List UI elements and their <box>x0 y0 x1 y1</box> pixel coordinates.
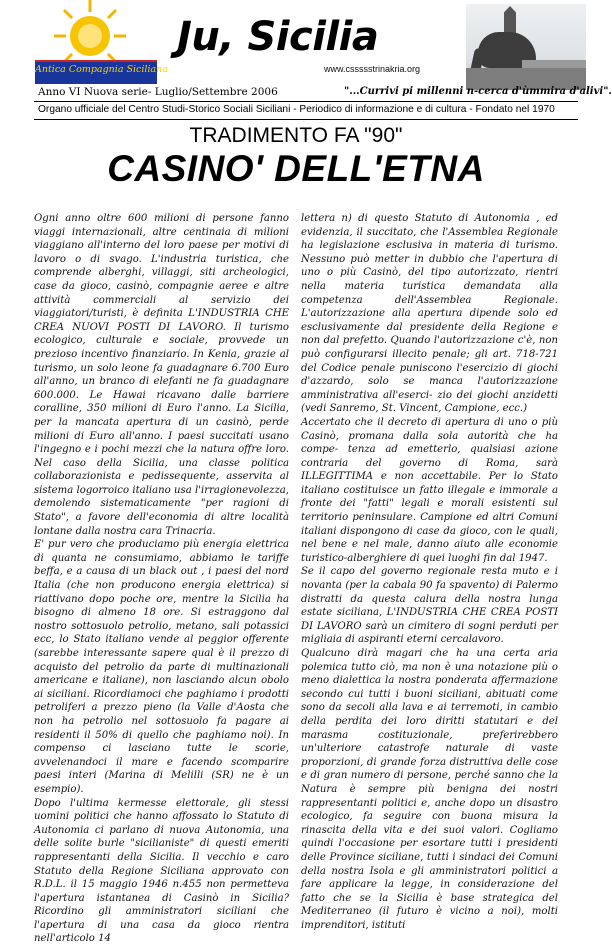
paragraph: lettera n) di questo Statuto di Autonomia , ed evidenzia, il succitato, che l'Assemblea Regionale ha legislazione esclusiva in materia di turismo. Nessuno può metter in dubbio che l'apertura di uno o più Casinò, del tipo autorizzato, rientri nella materia turistica demandata alla competenza dell'Assemblea Regionale. L'autorizzazione alla apertura dipende solo ed esclusivamente dal presidente della Regione e non dal prefetto. Quando l'autorizzazione c'è, non può configurarsi illecito penale; gli art. 718-721 del Codice penale puniscono l'esercizio di giochi d'azzardo, solo se manca l'autorizzazione amministrativa all'eserci- zio dei giochi anzidetti (vedi Sanremo, St. Vincent, Campione, ecc.) <box>301 213 558 415</box>
paragraph: Dopo l'ultima kermesse elettorale, gli stessi uomini politici che hanno affossato lo Statuto di Autonomia ci parlano di nuova Autonomia, una delle solite burle "sicilianiste" di questi emeriti rappresentanti della Sicilia. Il vecchio e caro Statuto della Regione Siciliana approvato con R.D.L. il 15 maggio 1946 n.455 non permetteva l'apertura istantanea di Casinò in Sicilia? Ricordino gli amministratori siciliani che l'apertura di una casa da gioco rientra nell'articolo 14 <box>34 797 289 945</box>
issue-line: Anno VI Nuova serie- Luglio/Settembre 2006 <box>38 86 278 98</box>
logo-banner <box>35 60 168 84</box>
publisher-logo <box>30 8 170 86</box>
paragraph: Se il capo del governo regionale resta muto e i novanta (per la cabala 90 fa spavento) di Palermo distratti da questa calura della nostra lunga estate siciliana, L'INDUSTRIA CHE CREA POSTI DI LAVORO sarà un cimitero di sogni perduti per migliaia di aspiranti eterni cercalavoro. <box>301 566 558 646</box>
article-headline: CASINO' DELL'ETNA <box>107 148 485 189</box>
paragraph: Accertato che il decreto di apertura di uno o più Casinò, promana dalla sola autorità che ha compe- tenza ad emetterlo, qualsiasi azione contraria del governo di Roma, sarà ILLEGITTIMA e non accettabile. Per lo Stato italiano costituisce un fatto illegale e immorale a fronte dei "fatti" legali e morali esistenti sul territorio peninsulare. Campione ed altri Comuni italiani dispongono di case da gioco, con le quali, nel bene e nel male, danno aiuto alle economie turistico-alberghiere di quei luoghi fin dal 1947. <box>301 416 558 564</box>
paragraph: Qualcuno dirà magari che ha una certa aria polemica tutto ciò, ma non è una notazione più o meno dialettica la nostra ponderata affermazione secondo cui tutti i buoni siciliani, abituati come sono da secoli alla lava e ai terremoti, in cambio della perdita dei loro diritti statutari e del marasma costituzionale, preferirebbero un'ulteriore catastrofe naturale di vaste proporzioni, di grande forza distruttiva delle cose e di gran numero di persone, perché sanno che la Natura è sempre più benigna dei nostri rappresentanti politici e, anche dopo un disastro ecologico, fa seguire con buona misura la rinascita della vita e dei suoi valori. Cogliamo quindi l'occasione per esortare tutti i presidenti delle Province siciliane, tutti i sindaci dei Comuni della nostra Isola e gli amministratori politici a fare applicare la legge, in considerazione del fatto che se la Sicilia è base strategica del Mediterraneo (il futuro è vicino a noi), molti imprenditori, istituti <box>301 648 558 931</box>
article-column-left <box>34 212 289 945</box>
motto: "...Currivi pi millenni n-cerca d'ùmmira d'alivi". <box>344 86 612 97</box>
paragraph: E' pur vero che produciamo più energia elettrica di quanta ne consumiamo, abbiamo le tariffe beffa, e a causa di un black out , i paesi del nord Italia (che non producono energia elettrica) si riattivano dopo poche ore, mentre la Sicilia ha bisogno di almeno 18 ore. Si estraggono dal nostro sottosuolo petrolio, metano, sali potassici ecc, lo Stato italiano vende al peggior offerente (sarebbe interessante sapere qual è il prezzo di acquisto del petrolio da parte di multinazionali americane e italiane), non lasciando alcun obolo ai siciliani. Ricordiamoci che paghiamo i prodotti petroliferi a prezzo pieno (la Valle d'Aosta che non ha petrolio nel sottosuolo fa pagare ai residenti il 50% di quello che paghiamo noi). In compenso ci lasciano tutte le scorie, avvelenandoci il mare e facendo scomparire paesi interi (Marina di Melilli (SR) ne è un esempio). <box>34 539 289 795</box>
divider-top <box>34 101 578 102</box>
article-column-right <box>301 212 558 931</box>
logo-text: Antica Compagnia Siciliana <box>35 64 168 75</box>
newspaper-title: Ju, Sicilia <box>177 14 379 60</box>
divider-bottom <box>34 119 578 120</box>
paragraph: Ogni anno oltre 600 milioni di persone fanno viaggi internazionali, altre centinaia di milioni viaggiano all'interno del loro paese per motivi di lavoro o di svago. L'industria turistica, che comprende alberghi, villaggi, siti archeologici, case da gioco, casinò, compagnie aeree e altre attività commerciali al servizio dei viaggiatori/turisti, è definita L'INDUSTRIA CHE CREA NUOVI POSTI DI LAVORO. Il turismo ecologico, culturale e sociale, provvede un prezioso incentivo finanziario. In Kenia, grazie al turismo, un solo leone fa guadagnare 6.700 Euro all'anno, un branco di elefanti ne fa guadagnare 600.000. Le Hawai ricavano dalle barriere coralline, 350 milioni di Euro l'anno. La Sicilia, per la mancata apertura di un casinò, perde milioni di Euro all'anno. I paesi succitati usano l'ingegno e i pochi mezzi che la natura offre loro. Nel caso della Sicilia, una classe politica collaborazionista e pedissequente, asservita al sistema logorroico italiano usa l'irragionevolezza, demolendo sistematicamente "per ragioni di Stato", a favore dell'economia di altre località lontane dalla nostra cara Trinacria. <box>34 213 289 537</box>
elephant-statue-photo <box>466 4 586 90</box>
masthead-subtitle: Organo ufficiale del Centro Studi-Storico Sociali Siciliani - Periodico di informazione e di cultura - Fondato nel 1970 <box>38 104 555 115</box>
article-kicker: TRADIMENTO FA "90" <box>189 124 403 147</box>
website-link[interactable]: www.cssssstrinakria.org <box>324 64 421 74</box>
